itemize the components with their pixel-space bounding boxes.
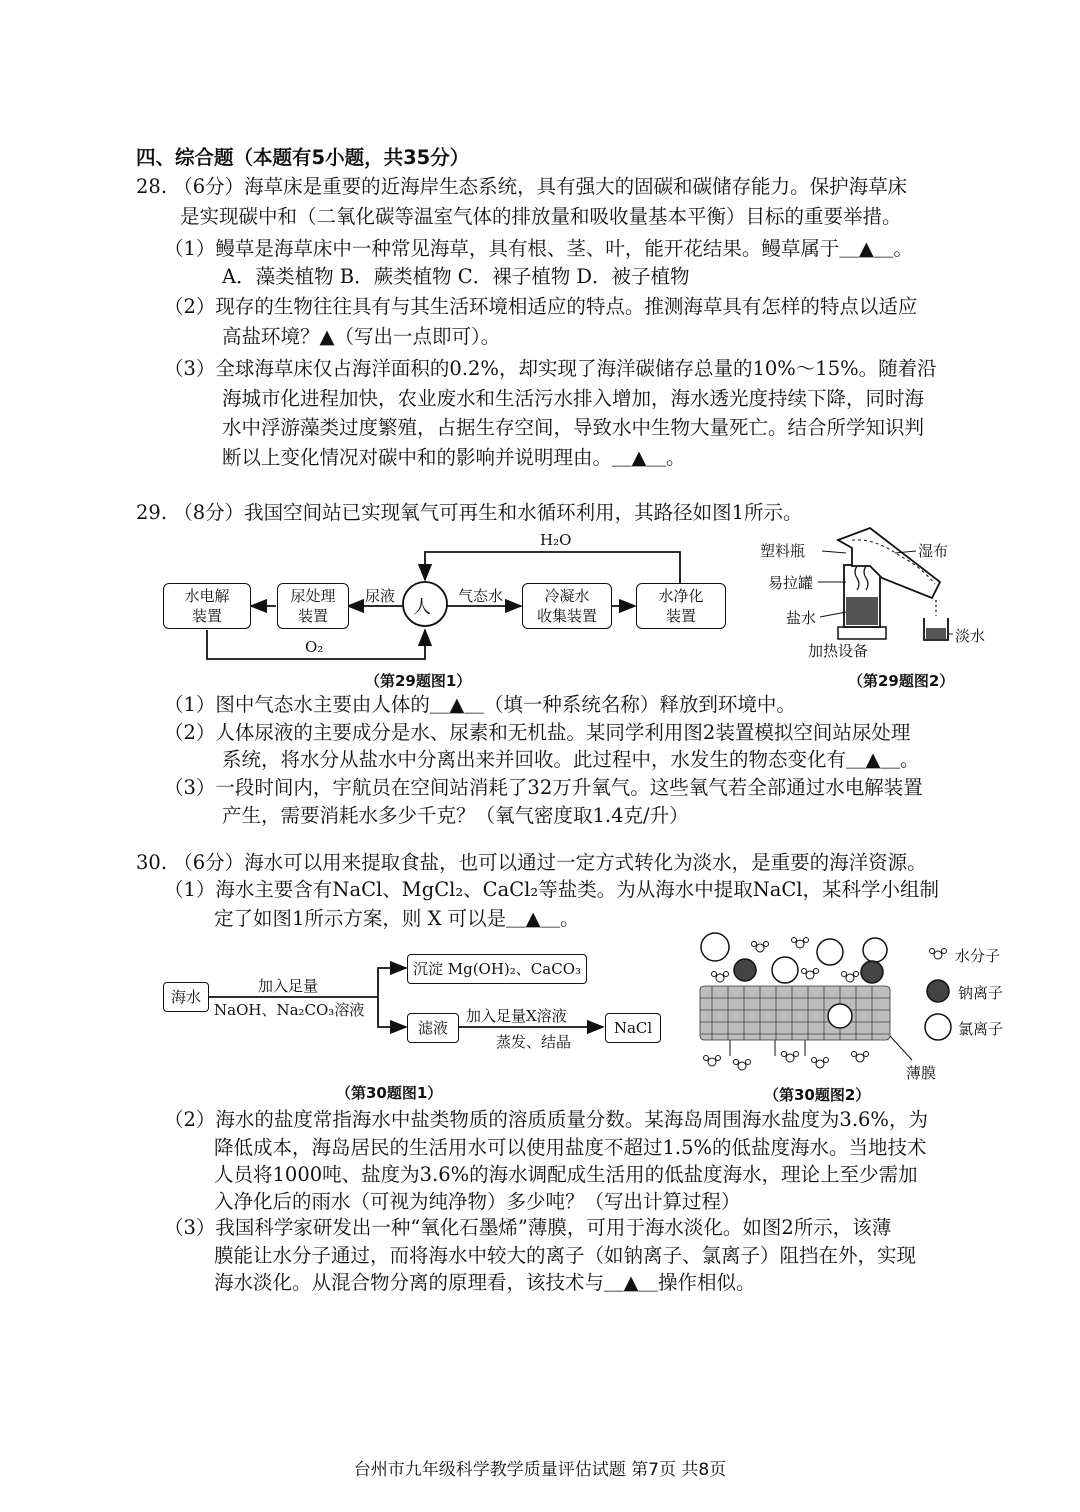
seawater-box: 海水 bbox=[163, 982, 209, 1012]
o2-label: O₂ bbox=[305, 638, 324, 656]
page-footer: 台州市九年级科学教学质量评估试题 第7页 共8页 bbox=[353, 1460, 727, 1480]
q28-part2-line2: 高盐环境？▲（写出一点即可）。 bbox=[222, 325, 501, 348]
q29-part2-line2: 系统，将水分从盐水中分离出来并回收。此过程中，水发生的物态变化有＿▲＿。 bbox=[222, 748, 920, 771]
q29-part3-line2: 产生，需要消耗水多少千克？（氧气密度取1.4克/升） bbox=[222, 804, 689, 827]
q30-part3-line3: 海水淡化。从混合物分离的原理看，该技术与＿▲＿操作相似。 bbox=[214, 1271, 756, 1294]
filtrate-box: 滤液 bbox=[407, 1013, 459, 1043]
q30-part2-line4: 入净化后的雨水（可视为纯净物）多少吨？（写出计算过程） bbox=[214, 1190, 741, 1213]
plastic-bottle-label: 塑料瓶 bbox=[760, 542, 806, 560]
q29-stem: 29. （8分）我国空间站已实现氧气可再生和水循环利用，其路径如图1所示。 bbox=[136, 501, 803, 524]
sodium-ion-legend: 钠离子 bbox=[958, 984, 1004, 1002]
water-molecule-legend: 水分子 bbox=[955, 947, 1001, 965]
q29-part1: （1）图中气态水主要由人体的＿▲＿（填一种系统名称）释放到环境中。 bbox=[164, 693, 796, 716]
reagent-bottom-label: NaOH、Na₂CO₃溶液 bbox=[214, 1001, 365, 1019]
water-electrolysis-box: 水电解 装置 bbox=[163, 583, 251, 629]
urine-label: 尿液 bbox=[365, 587, 396, 605]
q29-figure1-caption: （第29题图1） bbox=[365, 672, 472, 690]
q29-part2-line1: （2）人体尿液的主要成分是水、尿素和无机盐。某同学利用图2装置模拟空间站尿处理 bbox=[164, 721, 911, 744]
can-label: 易拉罐 bbox=[768, 574, 814, 592]
q28-part2-line1: （2）现存的生物往往具有与其生活环境相适应的特点。推测海草具有怎样的特点以适应 bbox=[164, 295, 918, 318]
person-label: 人 bbox=[413, 597, 431, 618]
precipitate-box: 沉淀 Mg(OH)₂、CaCO₃ bbox=[407, 954, 587, 984]
h2o-label: H₂O bbox=[540, 531, 572, 549]
q28-part3-line2: 海城市化进程加快，农业废水和生活污水排入增加，海水透光度持续下降，同时海 bbox=[222, 387, 925, 410]
q30-figure1-caption: （第30题图1） bbox=[336, 1084, 443, 1102]
q30-part1-line1: （1）海水主要含有NaCl、MgCl₂、CaCl₂等盐类。为从海水中提取NaCl，某科学小组制 bbox=[164, 878, 940, 901]
nacl-box: NaCl bbox=[605, 1013, 661, 1043]
q29-figure2-caption: （第29题图2） bbox=[848, 672, 955, 690]
q30-part2-line2: 降低成本，海岛居民的生活用水可以使用盐度不超过1.5%的低盐度海水。当地技术 bbox=[214, 1136, 927, 1159]
q28-stem-line2: 是实现碳中和（二氧化碳等温室气体的排放量和吸收量基本平衡）目标的重要举措。 bbox=[180, 205, 902, 228]
q28-part1: （1）鳗草是海草床中一种常见海草，具有根、茎、叶，能开花结果。鳗草属于＿▲＿。 bbox=[164, 237, 913, 260]
q30-part1-line2: 定了如图1所示方案，则 X 可以是＿▲＿。 bbox=[214, 907, 580, 930]
q30-part3-line2: 膜能让水分子通过，而将海水中较大的离子（如钠离子、氯离子）阻挡在外，实现 bbox=[214, 1244, 917, 1267]
fresh-water-label: 淡水 bbox=[955, 627, 986, 645]
q30-part2-line3: 人员将1000吨、盐度为3.6%的海水调配成生活用的低盐度海水，理论上至少需加 bbox=[214, 1163, 918, 1186]
evaporate-label: 蒸发、结晶 bbox=[496, 1033, 572, 1051]
vapor-label: 气态水 bbox=[458, 587, 504, 605]
q28-part3-line4: 断以上变化情况对碳中和的影响并说明理由。＿▲＿。 bbox=[222, 446, 686, 469]
membrane-label: 薄膜 bbox=[906, 1064, 937, 1082]
q28-part3-line1: （3）全球海草床仅占海洋面积的0.2%，却实现了海洋碳储存总量的10%～15%。随着沿 bbox=[164, 357, 937, 380]
water-purification-box: 水净化 装置 bbox=[636, 583, 726, 629]
q28-part3-line3: 水中浮游藻类过度繁殖，占据生存空间，导致水中生物大量死亡。结合所学知识判 bbox=[222, 416, 925, 439]
q28-stem-line1: 28. （6分）海草床是重要的近海岸生态系统，具有强大的固碳和碳储存能力。保护海草床 bbox=[136, 175, 908, 198]
wet-cloth-label: 湿布 bbox=[918, 542, 949, 560]
q30-part2-line1: （2）海水的盐度常指海水中盐类物质的溶质质量分数。某海岛周围海水盐度为3.6%，为 bbox=[164, 1108, 928, 1131]
reagent-top-label: 加入足量 bbox=[258, 977, 319, 995]
add-x-label: 加入足量X溶液 bbox=[466, 1007, 567, 1025]
q29-part3-line1: （3）一段时间内，宇航员在空间站消耗了32万升氧气。这些氧气若全部通过水电解装置 bbox=[164, 776, 923, 799]
chloride-ion-legend: 氯离子 bbox=[958, 1020, 1004, 1038]
q30-stem: 30. （6分）海水可以用来提取食盐，也可以通过一定方式转化为淡水，是重要的海洋资源。 bbox=[136, 851, 927, 874]
q30-figure2-caption: （第30题图2） bbox=[764, 1086, 871, 1104]
urine-treatment-box: 尿处理 装置 bbox=[277, 583, 349, 629]
salt-water-label: 盐水 bbox=[786, 609, 817, 627]
q30-part3-line1: （3）我国科学家研发出一种“氧化石墨烯”薄膜，可用于海水淡化。如图2所示，该薄 bbox=[164, 1216, 892, 1239]
heater-label: 加热设备 bbox=[808, 642, 869, 660]
section-header: 四、综合题（本题有5小题，共35分） bbox=[136, 146, 470, 169]
condensate-collection-box: 冷凝水 收集装置 bbox=[522, 583, 612, 629]
q28-options: A．藻类植物 B．蕨类植物 C．裸子植物 D．被子植物 bbox=[222, 265, 690, 288]
